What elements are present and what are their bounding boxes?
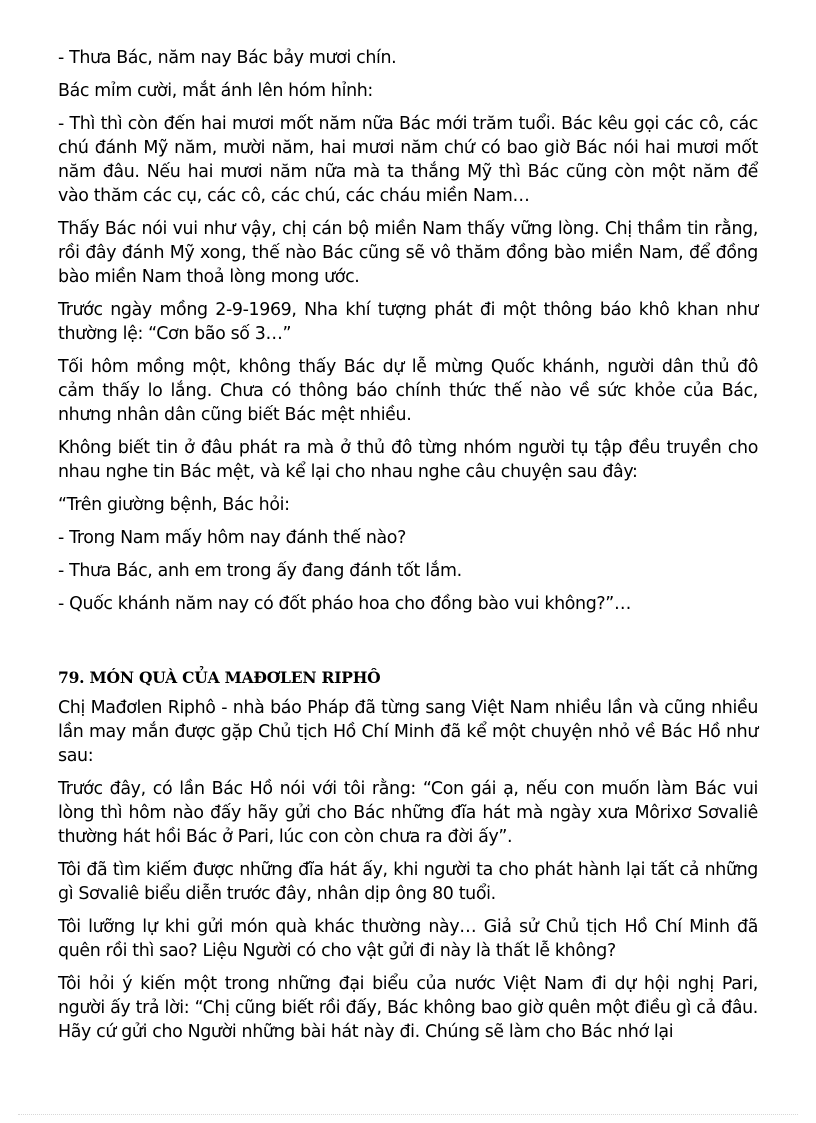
section-story-78-ending — [58, 46, 758, 616]
paragraph-answer-south: - Thưa Bác, anh em trong ấy đang đánh tốt lắm. — [58, 561, 462, 581]
page-bottom-divider — [18, 1114, 798, 1115]
paragraph-question-south: - Trong Nam mấy hôm nay đánh thế nào? — [58, 528, 406, 548]
paragraph-found-records: Tôi đã tìm kiếm được những đĩa hát ấy, khi người ta cho phát hành lại tất cả những gì Sơvaliê biểu diễn trước đây, nhân dịp ông 80 tuổi. — [58, 860, 758, 904]
paragraph-hesitation: Tôi lưỡng lự khi gửi món quà khác thường này… Giả sử Chủ tịch Hồ Chí Minh đã quên rồi thì sao? Liệu Người có cho vật gửi đi này là thất lễ không? — [58, 917, 758, 961]
paragraph-reassured: Thấy Bác nói vui như vậy, chị cán bộ miền Nam thấy vững lòng. Chị thầm tin rằng, rồi đây đánh Mỹ xong, thế nào Bác cũng sẽ vô thăm đồng bào miền Nam, để đồng bào miền Nam thoả lòng mong ước. — [58, 219, 758, 287]
paragraph-smile: Bác mỉm cười, mắt ánh lên hóm hỉnh: — [58, 81, 373, 101]
paragraph-national-day: Tối hôm mồng một, không thấy Bác dự lễ mừng Quốc khánh, người dân thủ đô cảm thấy lo lắng. Chưa có thông báo chính thức thế nào về sức khỏe của Bác, nhưng nhân dân cũng biết Bác mệt nhiều. — [58, 357, 758, 425]
paragraph-request-records: Trước đây, có lần Bác Hồ nói với tôi rằng: “Con gái ạ, nếu con muốn làm Bác vui lòng thì hôm nào đấy hãy gửi cho Bác những đĩa hát mà ngày xưa Môrixơ Sơvaliê thường hát hồi Bác ở Pari, lúc con còn chưa ra đời ấy”. — [58, 779, 758, 847]
paragraph-delegate-advice: Tôi hỏi ý kiến một trong những đại biểu của nước Việt Nam đi dự hội nghị Pari, người ấy trả lời: “Chị cũng biết rồi đấy, Bác không bao giờ quên một điều gì cả đâu. Hãy cứ gửi cho Người những bài hát này đi. Chúng sẽ làm cho Bác nhớ lại — [58, 974, 758, 1042]
paragraph-twenty-one-years: - Thì thì còn đến hai mươi mốt năm nữa Bác mới trăm tuổi. Bác kêu gọi các cô, các chú đánh Mỹ năm, mười năm, hai mươi năm chứ có bao giờ Bác nói hai mươi mốt năm đâu. Nếu hai mươi năm nữa mà ta thắng Mỹ thì Bác cũng còn một năm để vào thăm các cụ, các cô, các chú, các cháu miền Nam… — [58, 114, 758, 206]
paragraph-rumor: Không biết tin ở đâu phát ra mà ở thủ đô từng nhóm người tụ tập đều truyền cho nhau nghe tin Bác mệt, và kể lại cho nhau nghe câu chuyện sau đây: — [58, 438, 758, 482]
section-heading: 79. MÓN QUÀ CỦA MAĐƠLEN RIPHÔ — [58, 668, 381, 687]
paragraph-intro-madeleine: Chị Mađơlen Riphô - nhà báo Pháp đã từng sang Việt Nam nhiều lần và cũng nhiều lần may mắn được gặp Chủ tịch Hồ Chí Minh đã kể một chuyện nhỏ về Bác Hồ như sau: — [58, 698, 758, 766]
section-story-79 — [58, 667, 758, 1044]
paragraph-weather-bulletin: Trước ngày mồng 2-9-1969, Nha khí tượng phát đi một thông báo khô khan như thường lệ: “Cơn bão số 3…” — [58, 300, 758, 344]
paragraph-dialogue-age: - Thưa Bác, năm nay Bác bảy mươi chín. — [58, 48, 397, 68]
paragraph-fireworks: - Quốc khánh năm nay có đốt pháo hoa cho đồng bào vui không?”… — [58, 594, 631, 614]
paragraph-sickbed: “Trên giường bệnh, Bác hỏi: — [58, 495, 290, 515]
document-page — [58, 46, 758, 1053]
